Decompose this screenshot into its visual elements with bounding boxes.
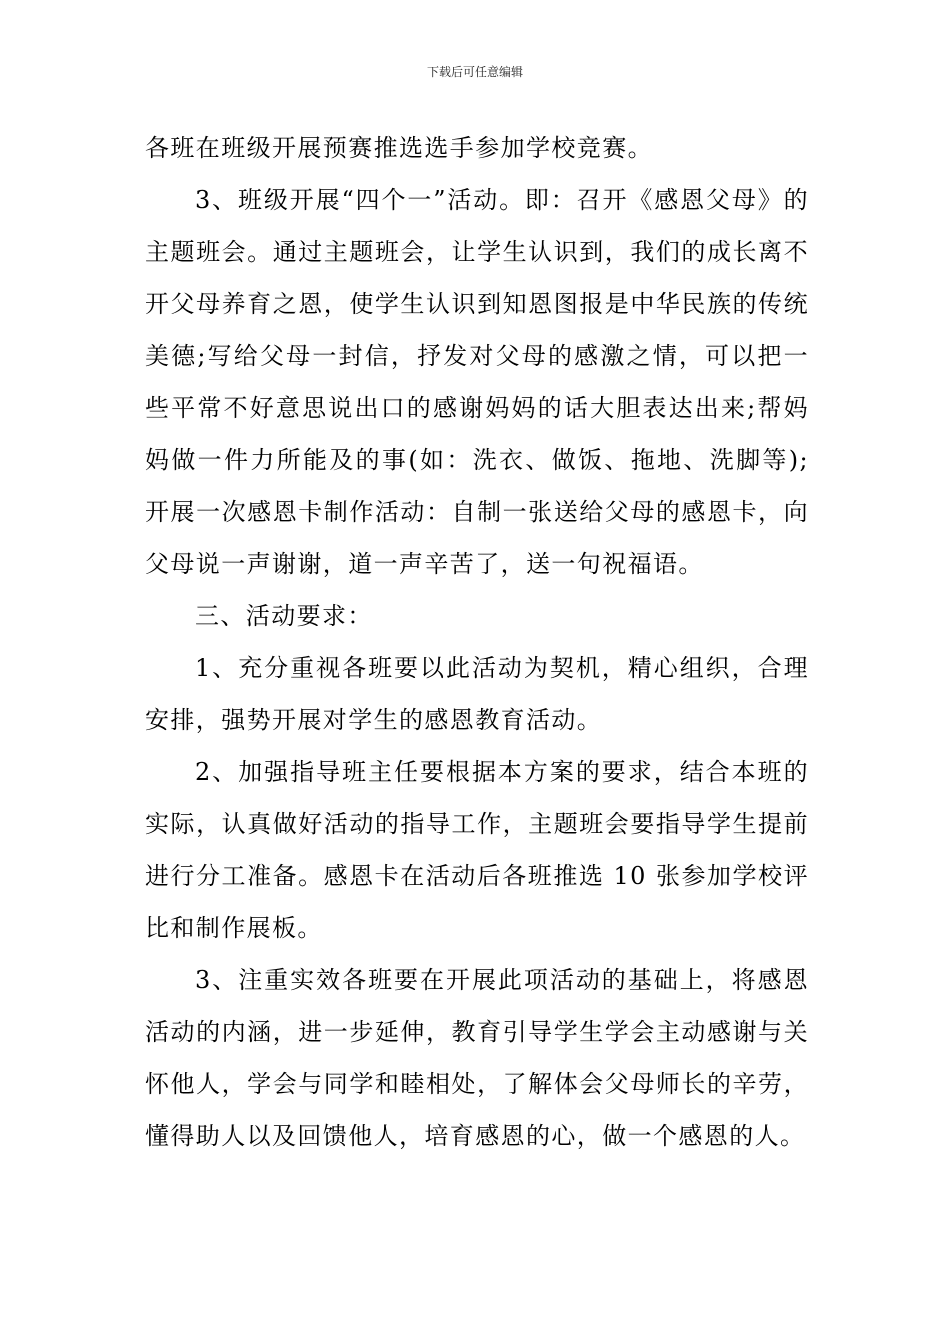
- paragraph: 3、注重实效各班要在开展此项活动的基础上，将感恩活动的内涵，进一步延伸，教育引导学生学会主动感谢与关怀他人，学会与同学和睦相处，了解体会父母师长的辛劳，懂得助人以及回馈他人，培育感恩的心，做一个感恩的人。: [145, 966, 809, 1150]
- paragraph: 2、加强指导班主任要根据本方案的要求，结合本班的实际，认真做好活动的指导工作，主题班会要指导学生提前进行分工准备。感恩卡在活动后各班推选 10 张参加学校评比和制作展板。: [145, 758, 809, 942]
- page-header: 下载后可任意编辑: [426, 65, 523, 79]
- document-body: [145, 122, 809, 1162]
- section-heading: 三、活动要求：: [195, 602, 373, 630]
- paragraph: 各班在班级开展预赛推选选手参加学校竞赛。: [145, 134, 653, 162]
- paragraph: 3、班级开展“四个一”活动。即：召开《感恩父母》的主题班会。通过主题班会，让学生认识到，我们的成长离不开父母养育之恩，使学生认识到知恩图报是中华民族的传统美德;写给父母一封信，抒发对父母的感激之情，可以把一些平常不好意思说出口的感谢妈妈的话大胆表达出来;帮妈妈做一件力所能及的事(如：洗衣、做饭、拖地、洗脚等);开展一次感恩卡制作活动：自制一张送给父母的感恩卡，向父母说一声谢谢，道一声辛苦了，送一句祝福语。: [145, 186, 809, 578]
- paragraph: 1、充分重视各班要以此活动为契机，精心组织，合理安排，强势开展对学生的感恩教育活动。: [145, 654, 809, 734]
